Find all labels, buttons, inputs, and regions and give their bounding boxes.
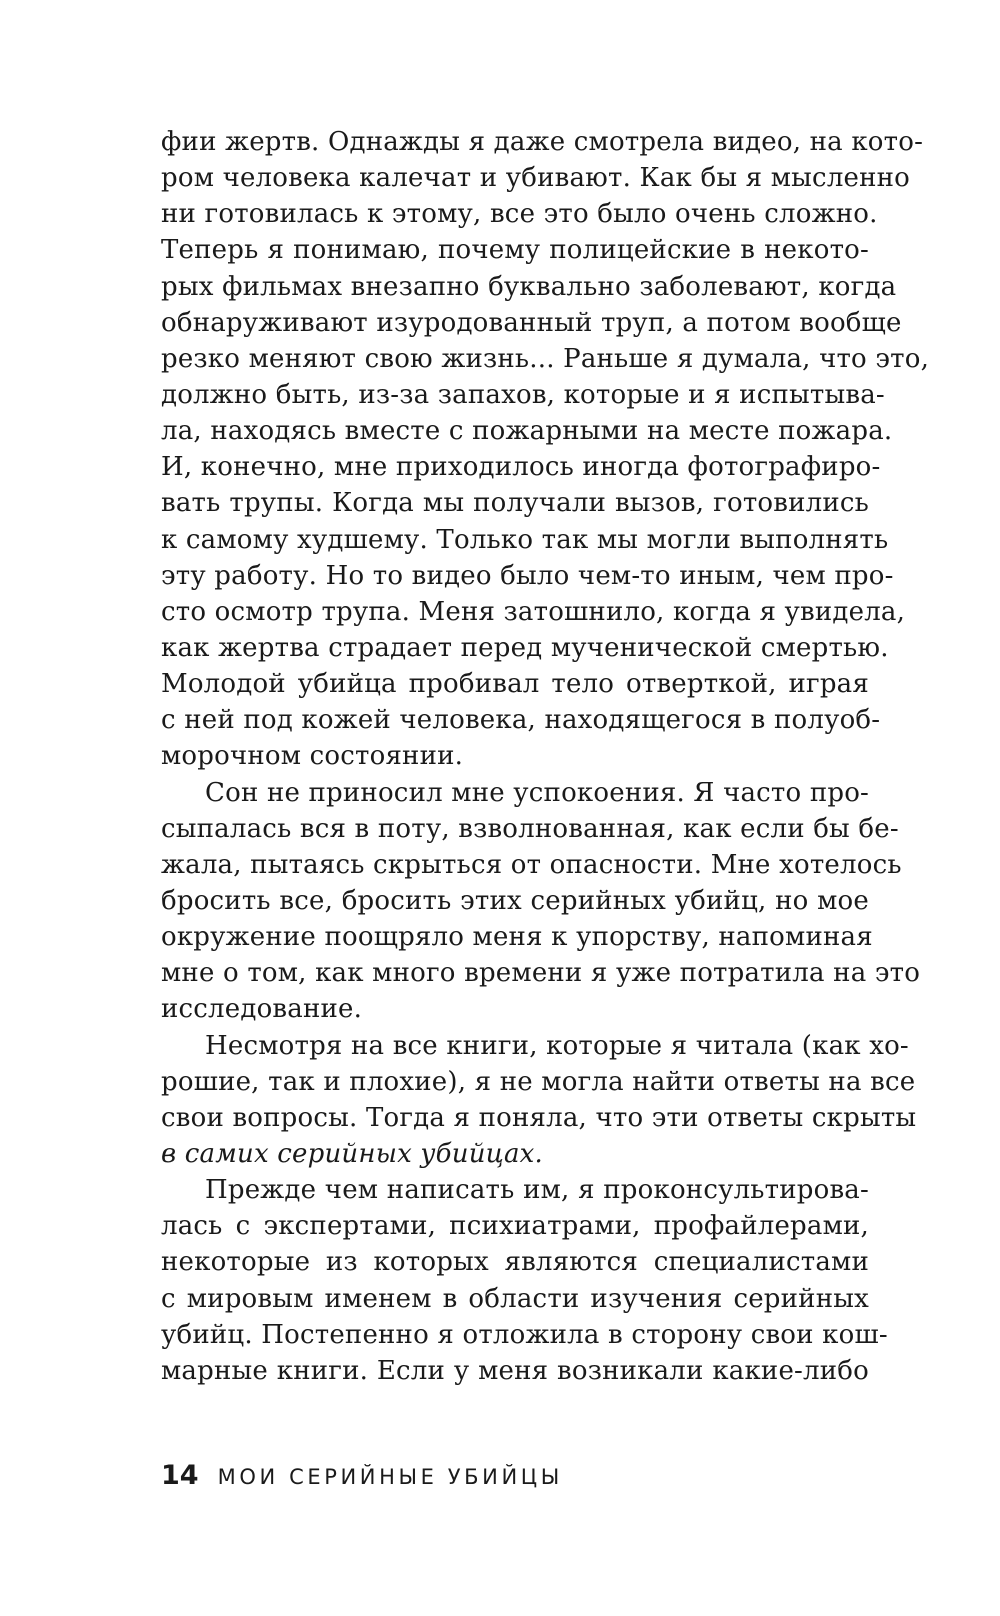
text-line: Прежде чем написать им, я проконсультирова-	[205, 1175, 869, 1206]
text-line: окружение поощряло меня к упорству, напоминая	[161, 922, 873, 953]
text-line: мне о том, как много времени я уже потратила на это	[161, 958, 921, 989]
text-line: Теперь я понимаю, почему полицейские в некото-	[161, 235, 869, 266]
text-line: И, конечно, мне приходилось иногда фотографиро-	[161, 452, 881, 483]
text-line: некоторые из которых являются специалистами	[161, 1247, 869, 1278]
text-line: вать трупы. Когда мы получали вызов, готовились	[161, 488, 869, 519]
paragraph	[161, 124, 930, 775]
text-line: сыпалась вся в поту, взволнованная, как если бы бе-	[161, 813, 899, 844]
paragraph	[161, 775, 921, 1028]
text-line: Молодой убийца пробивал тело отверткой, играя	[161, 669, 869, 700]
text-line: сто осмотр трупа. Меня затошнило, когда я увидела,	[161, 596, 906, 627]
italic-text-line: в самих серийных убийцах.	[161, 1138, 544, 1169]
text-line: Несмотря на все книги, которые я читала (как хо-	[205, 1030, 909, 1061]
text-line: обнаруживают изуродованный труп, а потом вообще	[161, 307, 902, 338]
text-line: рых фильмах внезапно буквально заболевают, когда	[161, 271, 897, 302]
running-title: МОИ СЕРИЙНЫЕ УБИЙЦЫ	[217, 1465, 563, 1489]
text-line: рошие, так и плохие), я не могла найти ответы на все	[161, 1066, 916, 1097]
text-line: жала, пытаясь скрыться от опасности. Мне хотелось	[161, 849, 902, 880]
text-line: с ней под кожей человека, находящегося в полуоб-	[161, 705, 881, 736]
paragraph	[161, 1172, 888, 1389]
text-line: марные книги. Если у меня возникали какие-либо	[161, 1355, 869, 1386]
text-line: Сон не приносил мне успокоения. Я часто про-	[205, 777, 870, 808]
text-line: должно быть, из-за запахов, которые и я испытыва-	[161, 379, 885, 410]
page-number: 14	[161, 1460, 199, 1491]
text-line: морочном состоянии.	[161, 741, 464, 772]
text-line: лась с экспертами, психиатрами, профайлерами,	[161, 1211, 869, 1242]
text-line: резко меняют свою жизнь... Раньше я думала, что это,	[161, 343, 930, 374]
text-line: бросить все, бросить этих серийных убийц, но мое	[161, 885, 869, 916]
text-line: как жертва страдает перед мученической смертью.	[161, 632, 889, 663]
text-line: эту работу. Но то видео было чем-то иным, чем про-	[161, 560, 894, 591]
text-line: фии жертв. Однажды я даже смотрела видео, на кото-	[161, 127, 924, 157]
text-line: ром человека калечат и убивают. Как бы я мысленно	[161, 163, 911, 194]
page-footer	[161, 1456, 563, 1496]
text-line: убийц. Постепенно я отложила в сторону свои кош-	[161, 1319, 888, 1350]
text-line: с мировым именем в области изучения серийных	[161, 1283, 869, 1314]
text-line: ла, находясь вместе с пожарными на месте пожара.	[161, 416, 893, 447]
text-line: к самому худшему. Только так мы могли выполнять	[161, 524, 889, 555]
body-text	[161, 124, 930, 1389]
text-line: ни готовилась к этому, все это было очень сложно.	[161, 199, 878, 230]
paragraph	[161, 1028, 917, 1173]
text-line: свои вопросы. Тогда я поняла, что эти ответы скрыты	[161, 1102, 917, 1133]
text-line: исследование.	[161, 994, 363, 1025]
